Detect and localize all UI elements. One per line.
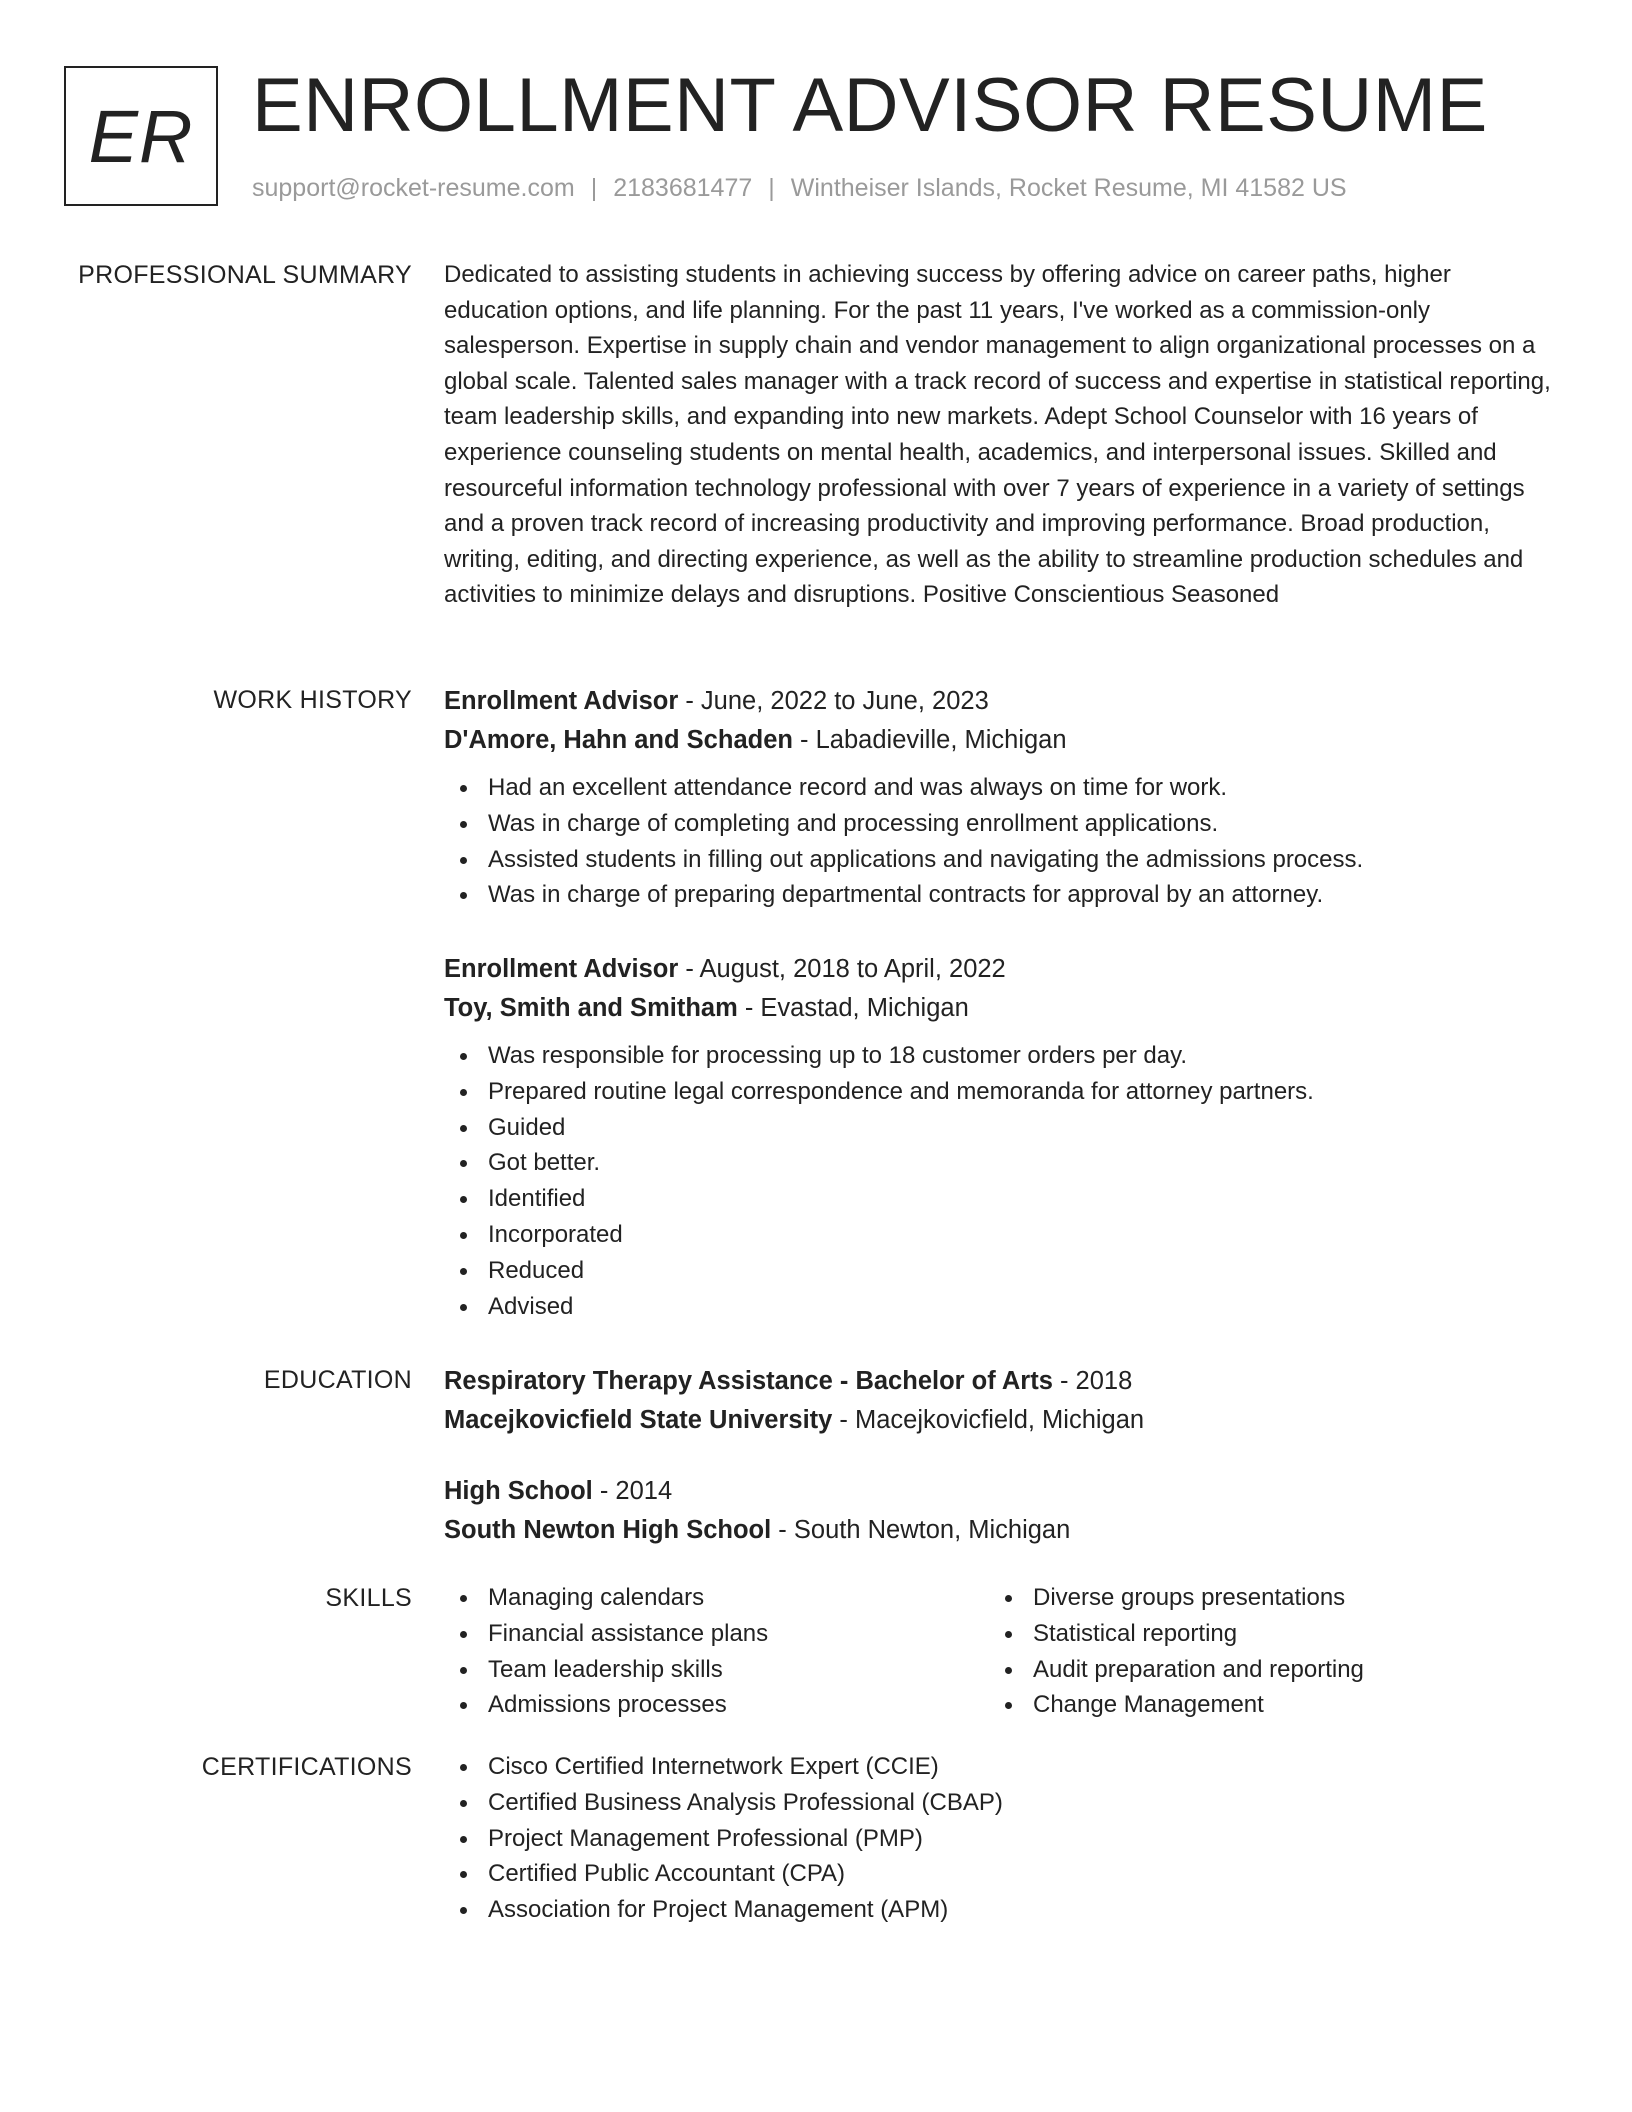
job-location: - Labadieville, Michigan xyxy=(792,726,1067,754)
certifications-list xyxy=(444,1749,1554,1928)
education-school-line xyxy=(444,1401,1554,1440)
section-label-certifications: CERTIFICATIONS xyxy=(201,1753,412,1781)
section-label-summary: PROFESSIONAL SUMMARY xyxy=(78,261,412,289)
education-degree-line xyxy=(444,1472,1554,1511)
job-title-line xyxy=(444,682,1554,721)
work-history-body-2 xyxy=(444,950,1554,1324)
section-label-work-history: WORK HISTORY xyxy=(213,686,412,714)
job-bullets xyxy=(444,770,1554,913)
certifications-body xyxy=(444,1749,1554,1928)
education-school-line xyxy=(444,1511,1554,1550)
education-degree: High School xyxy=(444,1477,593,1505)
education-body xyxy=(444,1362,1554,1440)
job-dates: - June, 2022 to June, 2023 xyxy=(678,687,989,715)
job-entry xyxy=(444,950,1554,1324)
contact-address: Wintheiser Islands, Rocket Resume, MI 41582 US xyxy=(790,174,1347,202)
list-item: Statistical reporting xyxy=(989,1616,1534,1652)
contact-separator: | xyxy=(768,174,775,202)
education-degree: Respiratory Therapy Assistance - Bachelor of Arts xyxy=(444,1367,1053,1395)
list-item: Prepared routine legal correspondence and memoranda for attorney partners. xyxy=(444,1074,1554,1110)
job-company: Toy, Smith and Smitham xyxy=(444,994,738,1022)
list-item: Audit preparation and reporting xyxy=(989,1652,1534,1688)
education-location: - South Newton, Michigan xyxy=(771,1516,1071,1544)
contact-separator: | xyxy=(590,174,598,202)
list-item: Reduced xyxy=(444,1253,1554,1289)
education-school: South Newton High School xyxy=(444,1516,772,1544)
job-title: Enrollment Advisor xyxy=(444,687,679,715)
education-year: - 2018 xyxy=(1052,1367,1133,1395)
resume-header xyxy=(64,63,1584,210)
list-item: Guided xyxy=(444,1110,1554,1146)
skills-list-right xyxy=(989,1580,1534,1723)
list-item: Was in charge of completing and processing enrollment applications. xyxy=(444,806,1554,842)
education-location: - Macejkovicfield, Michigan xyxy=(832,1406,1145,1434)
list-item: Project Management Professional (PMP) xyxy=(444,1821,1554,1857)
list-item: Was responsible for processing up to 18 customer orders per day. xyxy=(444,1038,1554,1074)
list-item: Incorporated xyxy=(444,1217,1554,1253)
list-item: Was in charge of preparing departmental contracts for approval by an attorney. xyxy=(444,877,1554,913)
job-company-line xyxy=(444,721,1554,760)
job-title-line xyxy=(444,950,1554,989)
list-item: Identified xyxy=(444,1181,1554,1217)
list-item: Managing calendars xyxy=(444,1580,989,1616)
contact-line xyxy=(252,174,1347,203)
summary-body xyxy=(444,257,1554,613)
list-item: Had an excellent attendance record and was always on time for work. xyxy=(444,770,1554,806)
list-item: Advised xyxy=(444,1289,1554,1325)
skills-body xyxy=(444,1580,1554,1723)
resume-title: ENROLLMENT ADVISOR RESUME xyxy=(252,63,1488,148)
section-label-skills: SKILLS xyxy=(325,1584,412,1612)
skills-column-right xyxy=(989,1580,1534,1723)
list-item: Financial assistance plans xyxy=(444,1616,989,1652)
skills-column-left xyxy=(444,1580,989,1723)
job-company-line xyxy=(444,989,1554,1028)
education-year: - 2014 xyxy=(592,1477,673,1505)
list-item: Diverse groups presentations xyxy=(989,1580,1534,1616)
job-entry xyxy=(444,682,1554,913)
summary-text: Dedicated to assisting students in achieving success by offering advice on career paths, higher education options, and life planning. For the past 11 years, I've worked as a commission-only salesperson. Expertise in supply chain and vendor management to align organizational processes on a global scale. Talented sales manager with a track record of success and expertise in statistical reporting, team leadership skills, and expanding into new markets. Adept School Counselor with 16 years of experience counseling students on mental health, academics, and interpersonal issues. Skilled and resourceful information technology professional with over 7 years of experience in a variety of settings and a proven track record of increasing productivity and improving performance. Broad production, writing, editing, and directing experience, as well as the ability to streamline production schedules and activities to minimize delays and disruptions. Positive Conscientious Seasoned xyxy=(444,261,1551,609)
list-item: Team leadership skills xyxy=(444,1652,989,1688)
job-title: Enrollment Advisor xyxy=(444,955,679,983)
monogram-logo: ER xyxy=(64,66,218,206)
list-item: Association for Project Management (APM) xyxy=(444,1892,1554,1928)
list-item: Certified Business Analysis Professional (CBAP) xyxy=(444,1785,1554,1821)
list-item: Cisco Certified Internetwork Expert (CCIE) xyxy=(444,1749,1554,1785)
education-degree-line xyxy=(444,1362,1554,1401)
education-entry xyxy=(444,1362,1554,1440)
list-item: Admissions processes xyxy=(444,1687,989,1723)
education-body-2 xyxy=(444,1472,1554,1550)
job-company: D'Amore, Hahn and Schaden xyxy=(444,726,793,754)
list-item: Change Management xyxy=(989,1687,1534,1723)
job-location: - Evastad, Michigan xyxy=(737,994,969,1022)
education-school: Macejkovicfield State University xyxy=(444,1406,833,1434)
job-dates: - August, 2018 to April, 2022 xyxy=(678,955,1006,983)
skills-list-left xyxy=(444,1580,989,1723)
work-history-body xyxy=(444,682,1554,913)
contact-email: support@rocket-resume.com xyxy=(252,174,575,202)
section-label-education: EDUCATION xyxy=(263,1366,412,1394)
list-item: Certified Public Accountant (CPA) xyxy=(444,1856,1554,1892)
contact-phone: 2183681477 xyxy=(613,174,753,202)
list-item: Assisted students in filling out applications and navigating the admissions process. xyxy=(444,842,1554,878)
skills-grid xyxy=(444,1580,1554,1723)
job-bullets xyxy=(444,1038,1554,1324)
list-item: Got better. xyxy=(444,1145,1554,1181)
education-entry xyxy=(444,1472,1554,1550)
